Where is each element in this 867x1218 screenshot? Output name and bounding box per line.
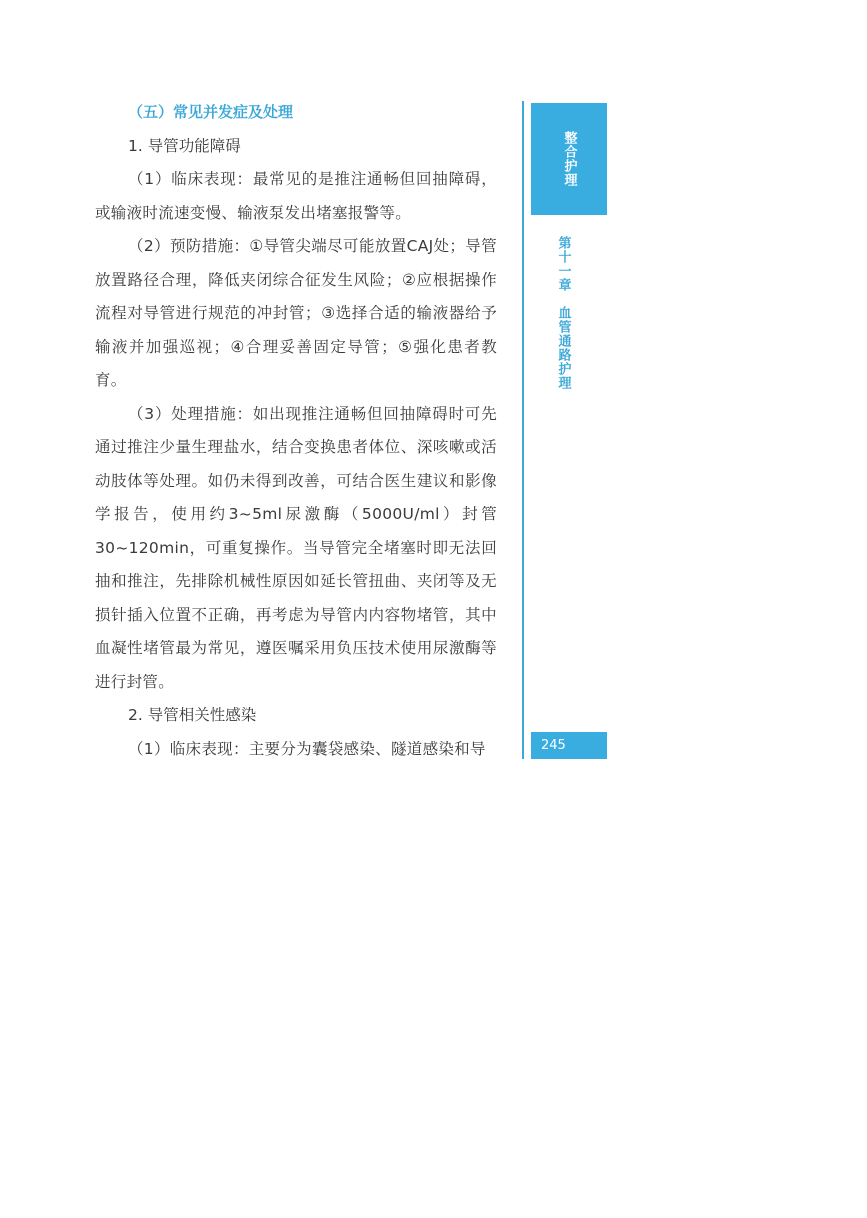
page-body <box>95 96 497 766</box>
page-number <box>531 732 607 759</box>
page-number-text: 245 <box>541 738 566 753</box>
margin-rule <box>522 101 524 759</box>
side-tab-label: 整合护理 <box>561 131 577 187</box>
section-title: （五）常见并发症及处理 <box>128 103 294 121</box>
paragraph-infection: （1）临床表现：主要分为囊袋感染、隧道感染和导 <box>128 739 486 758</box>
chapter-label <box>531 236 595 390</box>
chapter-label-text: 第十一章 血管通路护理 <box>555 236 571 390</box>
paragraph-treatment: （3）处理措施：如出现推注通畅但回抽障碍时可先通过推注少量生理盐水，结合变换患者体位、深咳嗽或活动肢体等处理。如仍未得到改善，可结合医生建议和影像学报告，使用约3~5ml尿激酶（5000U/ml）封管30~120min，可重复操作。当导管完全堵塞时即无法回抽和推注，先排除机械性原因如延长管扭曲、夹闭等及无损针插入位置不正确，再考虑为导管内内容物堵管，其中血凝性堵管最为常见，遵医嘱采用负压技术使用尿激酶等进行封管。 <box>95 404 497 691</box>
subsection-title-2: 2. 导管相关性感染 <box>128 706 257 724</box>
paragraph-prevention: （2）预防措施：①导管尖端尽可能放置CAJ处；导管放置路径合理，降低夹闭综合征发生风险；②应根据操作流程对导管进行规范的冲封管；③选择合适的输液器给予输液并加强巡视；④合理妥善固定导管；⑤强化患者教育。 <box>95 237 497 389</box>
side-tab <box>531 103 607 215</box>
subsection-title-1: 1. 导管功能障碍 <box>128 136 241 155</box>
paragraph-clinical: （1）临床表现：最常见的是推注通畅但回抽障碍，或输液时流速变慢、输液泵发出堵塞报警等。 <box>95 170 497 222</box>
